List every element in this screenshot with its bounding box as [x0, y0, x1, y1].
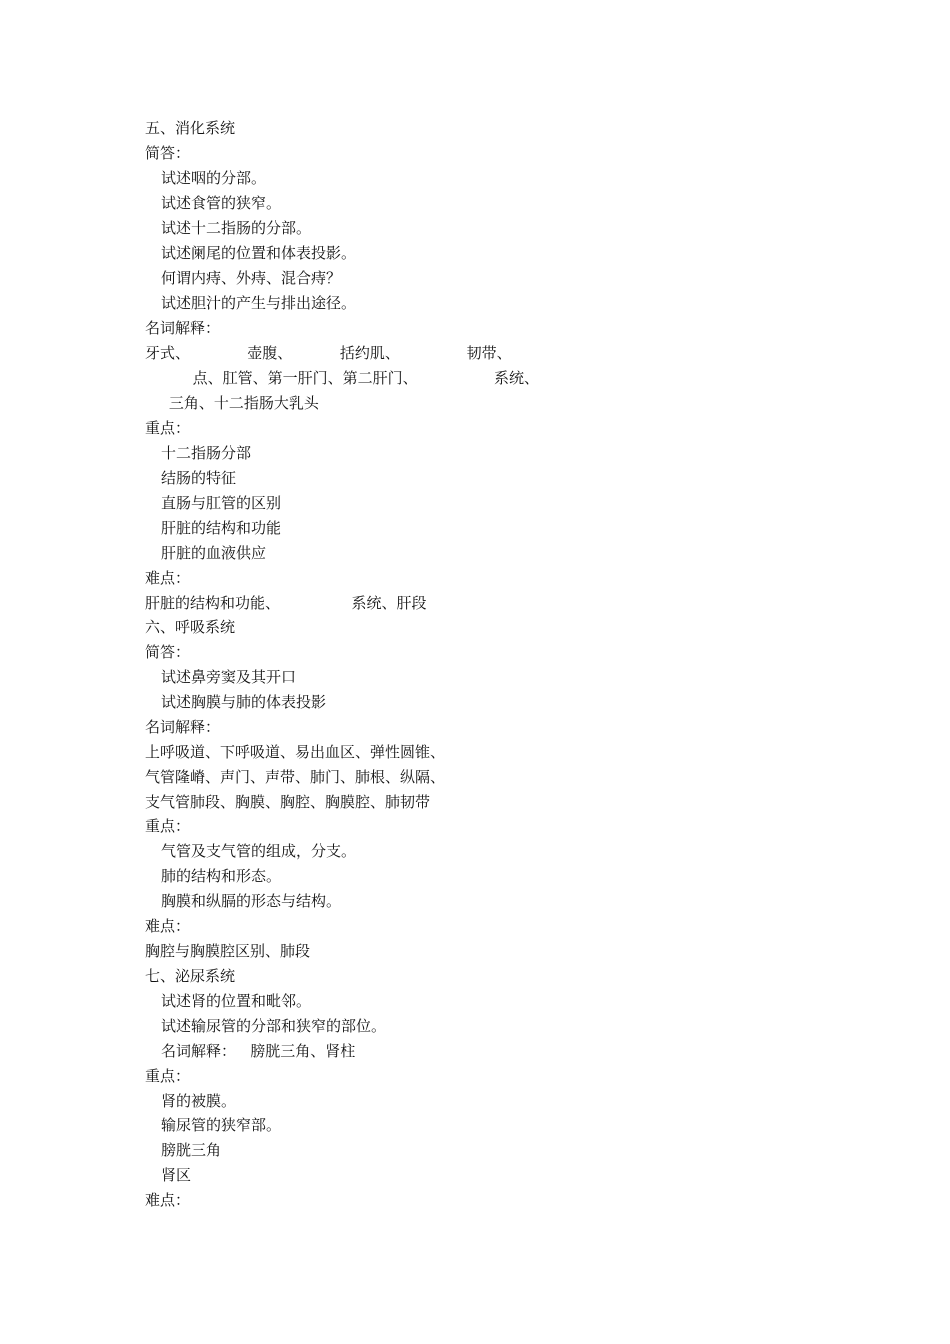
question-item: 试述鼻旁窦及其开口	[161, 668, 297, 686]
key-points-label: 重点：	[145, 817, 191, 835]
section-title-respiratory: 六、呼吸系统	[145, 618, 236, 636]
question-item: 试述十二指肠的分部。	[161, 219, 312, 237]
short-answer-label: 简答：	[145, 144, 191, 162]
key-point-item: 输尿管的狭窄部。	[161, 1116, 282, 1134]
key-point-item: 胸膜和纵膈的形态与结构。	[161, 892, 342, 910]
question-item: 试述阑尾的位置和体表投影。	[161, 244, 357, 262]
question-item: 试述胆汁的产生与排出途径。	[161, 294, 357, 312]
key-point-item: 肾区	[161, 1166, 192, 1184]
question-item: 试述输尿管的分部和狭窄的部位。	[161, 1017, 387, 1035]
terms-label: 名词解释：	[145, 319, 221, 337]
difficulty-text: 肝脏的结构和功能、 系统、肝段	[145, 594, 427, 612]
short-answer-label: 简答：	[145, 643, 191, 661]
key-point-item: 肺的结构和形态。	[161, 867, 282, 885]
key-points-label: 重点：	[145, 419, 191, 437]
key-point-item: 结肠的特征	[161, 469, 237, 487]
section-title-digestive: 五、消化系统	[145, 119, 236, 137]
key-point-item: 膀胱三角	[161, 1141, 222, 1159]
key-points-label: 重点：	[145, 1067, 191, 1085]
terms-line: 三角、十二指肠大乳头	[145, 394, 319, 412]
terms-line: 气管隆嵴、声门、声带、肺门、肺根、纵隔、	[145, 768, 446, 786]
difficulty-text: 胸腔与胸膜腔区别、肺段	[145, 942, 311, 960]
question-item: 试述咽的分部。	[161, 169, 267, 187]
key-point-item: 直肠与肛管的区别	[161, 494, 282, 512]
key-point-item: 肝脏的结构和功能	[161, 519, 282, 537]
key-point-item: 气管及支气管的组成，分支。	[161, 842, 357, 860]
terms-line: 支气管肺段、胸膜、胸腔、胸膜腔、肺韧带	[145, 793, 431, 811]
difficulty-label: 难点：	[145, 1191, 191, 1209]
terms-inline: 名词解释： 膀胱三角、肾柱	[161, 1042, 356, 1060]
difficulty-label: 难点：	[145, 569, 191, 587]
key-point-item: 肝脏的血液供应	[161, 544, 267, 562]
terms-line: 上呼吸道、下呼吸道、易出血区、弹性圆锥、	[145, 743, 446, 761]
question-item: 试述食管的狭窄。	[161, 194, 282, 212]
terms-line: 牙式、 壶腹、 括约肌、 韧带、	[145, 344, 512, 362]
terms-line: 点、肛管、第一肝门、第二肝门、 系统、	[145, 369, 539, 387]
difficulty-label: 难点：	[145, 917, 191, 935]
question-item: 试述胸膜与肺的体表投影	[161, 693, 327, 711]
question-item: 何谓内痔、外痔、混合痔？	[161, 269, 342, 287]
question-item: 试述肾的位置和毗邻。	[161, 992, 312, 1010]
section-title-urinary: 七、泌尿系统	[145, 967, 236, 985]
key-point-item: 十二指肠分部	[161, 444, 252, 462]
key-point-item: 肾的被膜。	[161, 1092, 237, 1110]
terms-label: 名词解释：	[145, 718, 221, 736]
